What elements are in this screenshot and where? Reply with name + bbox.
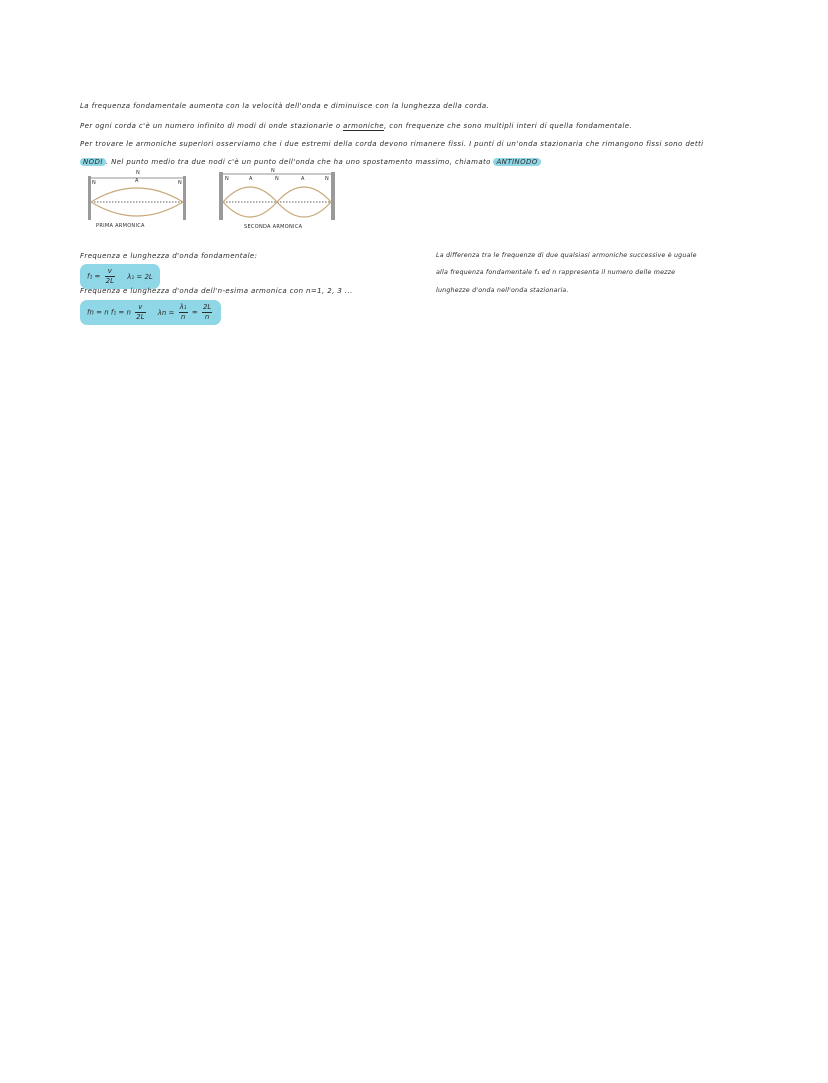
nth-harmonic-formula-box [80, 300, 221, 325]
lambdan-eq: = [191, 308, 198, 317]
left-wall [219, 172, 223, 220]
lambda1-formula: λ₁ = 2L [127, 272, 153, 281]
note-line-2-post: , con frequenze che sono multipli interi di quella fondamentale. [384, 122, 633, 130]
armoniche-highlight: armoniche [343, 122, 384, 130]
first-harmonic-wave [84, 170, 196, 222]
fn-lhs: fn = n f₁ = n [87, 308, 131, 317]
second-label-2: A [249, 176, 253, 182]
second-top-mark: N [271, 168, 276, 174]
lambdan-fraction-1 [179, 303, 188, 322]
second-harmonic-figure [216, 168, 338, 232]
note-line-1: La frequenza fondamentale aumenta con la velocità dell'onda e diminuisce con la lunghezza della corda. [80, 102, 490, 110]
lambdan-den-2: n [204, 313, 210, 321]
formula-heading-1: Frequenza e lunghezza d'onda fondamentale: [80, 252, 258, 260]
right-wall [183, 176, 186, 220]
second-label-3: N [275, 176, 280, 182]
antinodo-highlight: ANTINODO [493, 158, 540, 166]
second-caption: SECONDA ARMONICA [244, 224, 303, 230]
second-label-5: N [325, 176, 330, 182]
f1-fraction [105, 267, 115, 286]
lambdan-den-1: n [180, 313, 186, 321]
right-wall [331, 172, 335, 220]
second-label-1: N [225, 176, 230, 182]
formula-heading-2: Frequenza e lunghezza d'onda dell'n-esima armonica con n=1, 2, 3 ... [80, 287, 353, 295]
note-line-4-mid: . Nel punto medio tra due nodi c'è un punto dell'onda che ha uno spostamento massimo, chiamato [105, 158, 494, 166]
first-top-mark: N [136, 170, 141, 176]
left-wall [88, 176, 91, 220]
fn-fraction [135, 303, 145, 322]
upper-wave [91, 188, 183, 202]
first-harmonic-figure [84, 170, 196, 232]
first-antinode: A [135, 178, 139, 184]
right-note-line-1: La differenza tra le frequenze di due qualsiasi armoniche successive è uguale [436, 252, 697, 259]
second-label-4: A [301, 176, 305, 182]
note-line-2 [80, 121, 632, 131]
fn-num: v [135, 303, 145, 313]
first-node-left: N [92, 180, 97, 186]
lambdan-fraction-2 [202, 303, 212, 322]
f1-den: 2L [105, 277, 114, 285]
right-note-line-2: alla frequenza fondamentale f₁ ed n rappresenta il numero delle mezze [436, 269, 676, 276]
lambdan-num-2: 2L [202, 303, 212, 311]
note-line-3: Per trovare le armoniche superiori osserviamo che i due estremi della corda devono rimanere fissi. I punti di un'onda stazionaria che rimangono fissi sono detti [80, 140, 704, 148]
f1-num: v [105, 267, 115, 277]
lambdan-num-1: λ₁ [179, 303, 187, 311]
note-line-2-pre: Per ogni corda c'è un numero infinito di modi di onde stazionarie o [80, 122, 344, 130]
lambdan-lhs: λn = [157, 308, 175, 317]
first-node-right: N [178, 180, 183, 186]
f1-lhs: f₁ = [87, 272, 101, 281]
right-note-line-3: lunghezze d'onda nell'onda stazionaria. [436, 287, 569, 294]
fn-den: 2L [136, 313, 145, 321]
note-line-4 [80, 157, 541, 167]
lower-wave [91, 202, 183, 216]
first-caption: PRIMA ARMONICA [96, 223, 145, 229]
nodi-highlight: NODI [80, 158, 106, 166]
